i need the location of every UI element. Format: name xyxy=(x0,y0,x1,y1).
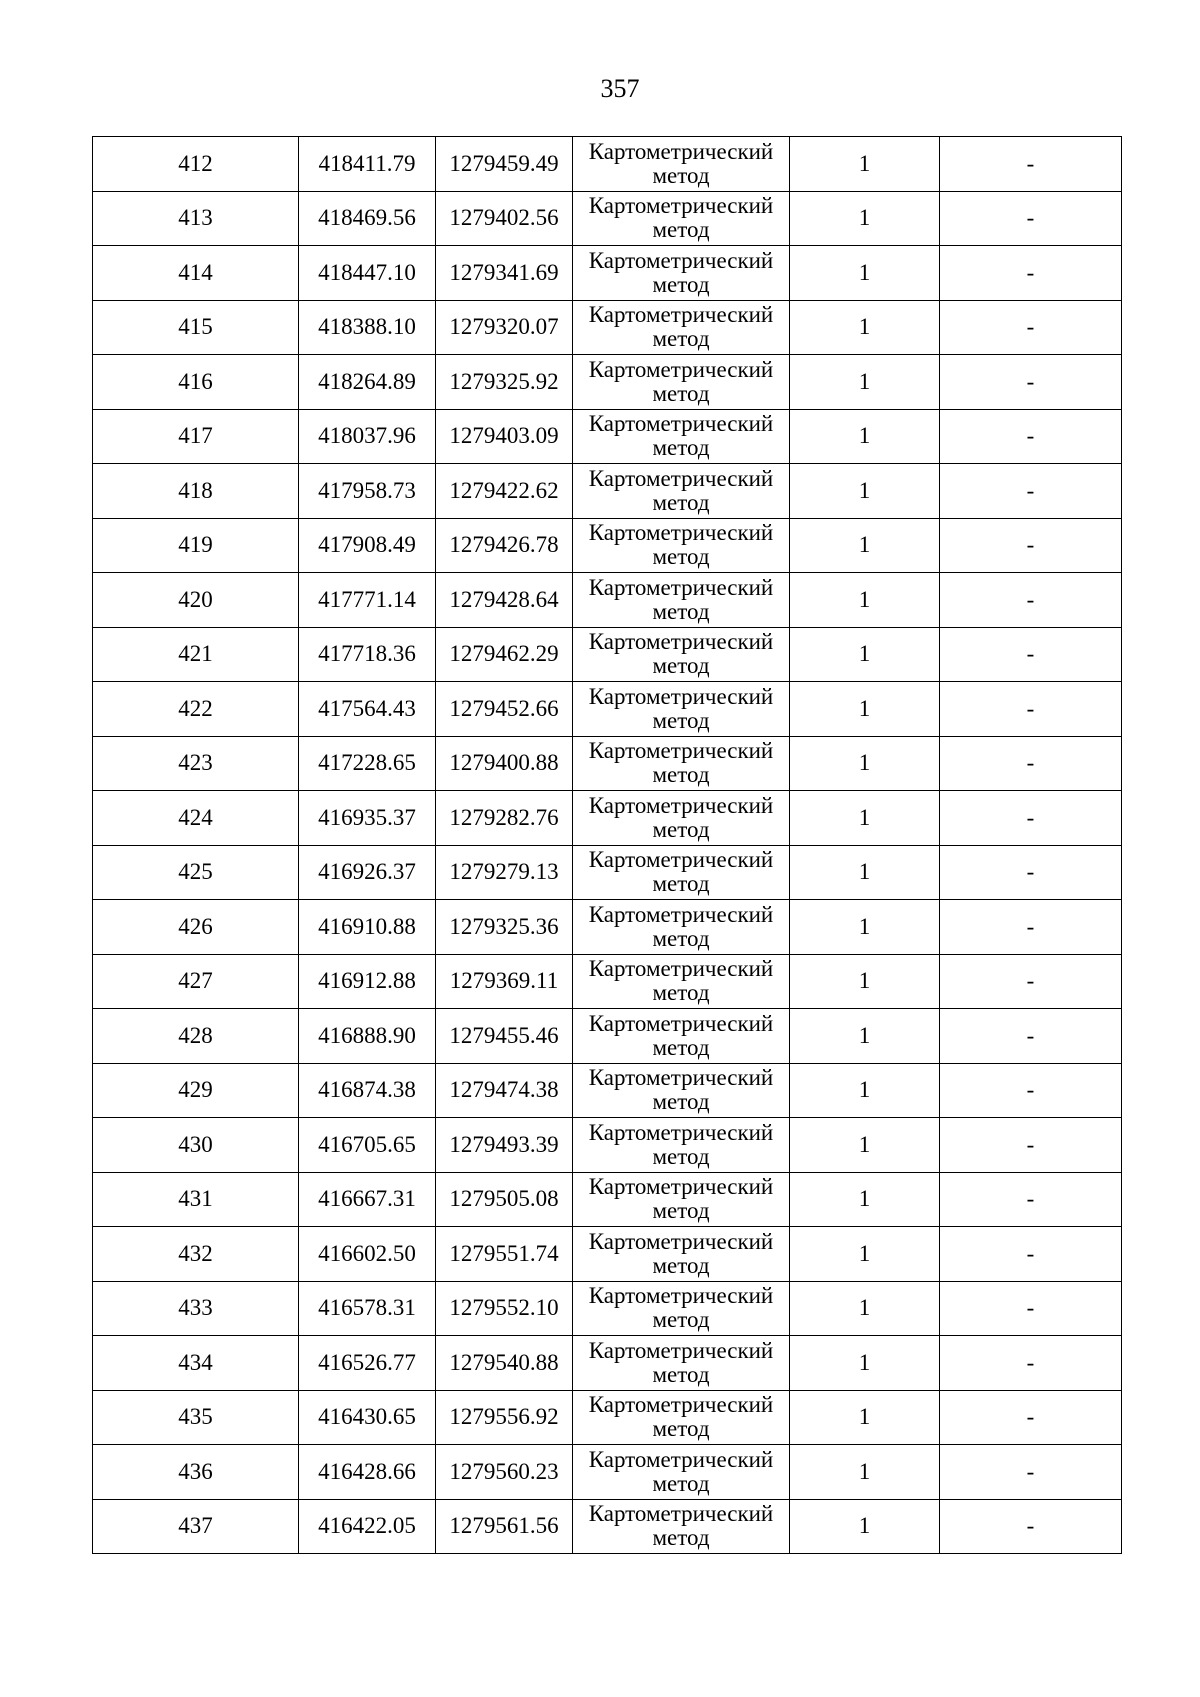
precision-cell: 1 xyxy=(790,1118,940,1173)
precision-cell: 1 xyxy=(790,518,940,573)
point-number-cell: 418 xyxy=(93,464,299,519)
note-cell: - xyxy=(940,1336,1122,1391)
method-line-1: Картометрический xyxy=(588,956,774,982)
note-cell: - xyxy=(940,627,1122,682)
point-number-cell: 428 xyxy=(93,1009,299,1064)
note-cell: - xyxy=(940,518,1122,573)
table-row xyxy=(93,736,1122,791)
point-number-cell: 435 xyxy=(93,1390,299,1445)
note-cell: - xyxy=(940,246,1122,301)
method-line-1: Картометрический xyxy=(588,1283,774,1309)
method-cell xyxy=(573,1063,790,1118)
x-coordinate-cell: 416910.88 xyxy=(299,900,436,955)
y-coordinate-cell: 1279320.07 xyxy=(436,300,573,355)
x-coordinate-cell: 416578.31 xyxy=(299,1281,436,1336)
point-number-cell: 415 xyxy=(93,300,299,355)
note-cell: - xyxy=(940,791,1122,846)
table-row xyxy=(93,954,1122,1009)
y-coordinate-cell: 1279462.29 xyxy=(436,627,573,682)
x-coordinate-cell: 417228.65 xyxy=(299,736,436,791)
x-coordinate-cell: 417958.73 xyxy=(299,464,436,519)
point-number-cell: 434 xyxy=(93,1336,299,1391)
x-coordinate-cell: 417718.36 xyxy=(299,627,436,682)
note-cell: - xyxy=(940,355,1122,410)
x-coordinate-cell: 416430.65 xyxy=(299,1390,436,1445)
method-cell xyxy=(573,191,790,246)
table-row xyxy=(93,246,1122,301)
precision-cell: 1 xyxy=(790,1172,940,1227)
method-line-1: Картометрический xyxy=(588,1228,774,1254)
x-coordinate-cell: 418388.10 xyxy=(299,300,436,355)
point-number-cell: 414 xyxy=(93,246,299,301)
note-cell: - xyxy=(940,954,1122,1009)
note-cell: - xyxy=(940,1118,1122,1173)
method-line-1: Картометрический xyxy=(588,629,774,655)
method-cell xyxy=(573,1390,790,1445)
method-cell xyxy=(573,518,790,573)
x-coordinate-cell: 416705.65 xyxy=(299,1118,436,1173)
method-line-2: метод xyxy=(652,762,710,788)
method-line-1: Картометрический xyxy=(588,411,774,437)
x-coordinate-cell: 416667.31 xyxy=(299,1172,436,1227)
y-coordinate-cell: 1279459.49 xyxy=(436,137,573,192)
note-cell: - xyxy=(940,682,1122,737)
precision-cell: 1 xyxy=(790,1499,940,1554)
method-cell xyxy=(573,627,790,682)
point-number-cell: 417 xyxy=(93,409,299,464)
method-line-1: Картометрический xyxy=(588,738,774,764)
table-row xyxy=(93,1009,1122,1064)
precision-cell: 1 xyxy=(790,1336,940,1391)
x-coordinate-cell: 416526.77 xyxy=(299,1336,436,1391)
method-line-2: метод xyxy=(652,489,710,515)
precision-cell: 1 xyxy=(790,682,940,737)
method-line-1: Картометрический xyxy=(588,356,774,382)
coordinates-table xyxy=(92,136,1122,1554)
method-cell xyxy=(573,1336,790,1391)
point-number-cell: 432 xyxy=(93,1227,299,1282)
precision-cell: 1 xyxy=(790,791,940,846)
method-cell xyxy=(573,137,790,192)
method-line-2: метод xyxy=(652,1089,710,1115)
point-number-cell: 423 xyxy=(93,736,299,791)
method-line-2: метод xyxy=(652,707,710,733)
table-row xyxy=(93,1336,1122,1391)
note-cell: - xyxy=(940,1445,1122,1500)
y-coordinate-cell: 1279455.46 xyxy=(436,1009,573,1064)
method-cell xyxy=(573,1118,790,1173)
method-line-2: метод xyxy=(652,816,710,842)
method-cell xyxy=(573,300,790,355)
method-line-1: Картометрический xyxy=(588,302,774,328)
y-coordinate-cell: 1279556.92 xyxy=(436,1390,573,1445)
y-coordinate-cell: 1279422.62 xyxy=(436,464,573,519)
precision-cell: 1 xyxy=(790,300,940,355)
y-coordinate-cell: 1279369.11 xyxy=(436,954,573,1009)
precision-cell: 1 xyxy=(790,355,940,410)
method-line-1: Картометрический xyxy=(588,901,774,927)
method-line-1: Картометрический xyxy=(588,847,774,873)
y-coordinate-cell: 1279325.92 xyxy=(436,355,573,410)
point-number-cell: 419 xyxy=(93,518,299,573)
method-cell xyxy=(573,954,790,1009)
method-line-2: метод xyxy=(652,925,710,951)
table-row xyxy=(93,1227,1122,1282)
method-cell xyxy=(573,246,790,301)
method-line-2: метод xyxy=(652,380,710,406)
x-coordinate-cell: 417908.49 xyxy=(299,518,436,573)
coordinates-table-body xyxy=(93,137,1122,1554)
point-number-cell: 421 xyxy=(93,627,299,682)
precision-cell: 1 xyxy=(790,1281,940,1336)
precision-cell: 1 xyxy=(790,736,940,791)
method-cell xyxy=(573,464,790,519)
table-row xyxy=(93,627,1122,682)
table-row xyxy=(93,355,1122,410)
note-cell: - xyxy=(940,137,1122,192)
method-line-1: Картометрический xyxy=(588,1501,774,1527)
y-coordinate-cell: 1279551.74 xyxy=(436,1227,573,1282)
table-row xyxy=(93,409,1122,464)
method-line-1: Картометрический xyxy=(588,574,774,600)
note-cell: - xyxy=(940,1281,1122,1336)
table-row xyxy=(93,1118,1122,1173)
method-line-2: метод xyxy=(652,326,710,352)
method-line-1: Картометрический xyxy=(588,792,774,818)
note-cell: - xyxy=(940,573,1122,628)
table-row xyxy=(93,900,1122,955)
table-row xyxy=(93,1063,1122,1118)
table-row xyxy=(93,137,1122,192)
note-cell: - xyxy=(940,1390,1122,1445)
x-coordinate-cell: 417771.14 xyxy=(299,573,436,628)
point-number-cell: 426 xyxy=(93,900,299,955)
method-line-2: метод xyxy=(652,1416,710,1442)
table-row xyxy=(93,682,1122,737)
y-coordinate-cell: 1279493.39 xyxy=(436,1118,573,1173)
precision-cell: 1 xyxy=(790,845,940,900)
method-cell xyxy=(573,736,790,791)
y-coordinate-cell: 1279426.78 xyxy=(436,518,573,573)
method-cell xyxy=(573,355,790,410)
table-row xyxy=(93,791,1122,846)
table-row xyxy=(93,845,1122,900)
method-line-2: метод xyxy=(652,980,710,1006)
precision-cell: 1 xyxy=(790,246,940,301)
page-number: 357 xyxy=(600,74,640,103)
note-cell: - xyxy=(940,845,1122,900)
x-coordinate-cell: 418469.56 xyxy=(299,191,436,246)
table-row xyxy=(93,518,1122,573)
precision-cell: 1 xyxy=(790,1009,940,1064)
point-number-cell: 436 xyxy=(93,1445,299,1500)
point-number-cell: 429 xyxy=(93,1063,299,1118)
note-cell: - xyxy=(940,736,1122,791)
table-row xyxy=(93,573,1122,628)
point-number-cell: 433 xyxy=(93,1281,299,1336)
table-row xyxy=(93,1281,1122,1336)
method-line-2: метод xyxy=(652,1361,710,1387)
method-line-2: метод xyxy=(652,271,710,297)
y-coordinate-cell: 1279452.66 xyxy=(436,682,573,737)
method-line-2: метод xyxy=(652,598,710,624)
method-line-2: метод xyxy=(652,217,710,243)
precision-cell: 1 xyxy=(790,573,940,628)
x-coordinate-cell: 416602.50 xyxy=(299,1227,436,1282)
method-line-1: Картометрический xyxy=(588,1392,774,1418)
x-coordinate-cell: 418037.96 xyxy=(299,409,436,464)
table-row xyxy=(93,1390,1122,1445)
method-cell xyxy=(573,900,790,955)
method-cell xyxy=(573,845,790,900)
method-line-2: метод xyxy=(652,871,710,897)
method-line-1: Картометрический xyxy=(588,1065,774,1091)
method-cell xyxy=(573,1281,790,1336)
y-coordinate-cell: 1279561.56 xyxy=(436,1499,573,1554)
x-coordinate-cell: 416912.88 xyxy=(299,954,436,1009)
point-number-cell: 424 xyxy=(93,791,299,846)
method-line-1: Картометрический xyxy=(588,1337,774,1363)
table-row xyxy=(93,1499,1122,1554)
y-coordinate-cell: 1279325.36 xyxy=(436,900,573,955)
method-line-2: метод xyxy=(652,435,710,461)
note-cell: - xyxy=(940,300,1122,355)
method-cell xyxy=(573,682,790,737)
method-cell xyxy=(573,791,790,846)
point-number-cell: 416 xyxy=(93,355,299,410)
x-coordinate-cell: 416428.66 xyxy=(299,1445,436,1500)
y-coordinate-cell: 1279403.09 xyxy=(436,409,573,464)
y-coordinate-cell: 1279560.23 xyxy=(436,1445,573,1500)
point-number-cell: 431 xyxy=(93,1172,299,1227)
method-line-2: метод xyxy=(652,653,710,679)
precision-cell: 1 xyxy=(790,137,940,192)
y-coordinate-cell: 1279402.56 xyxy=(436,191,573,246)
table-row xyxy=(93,1445,1122,1500)
table-row xyxy=(93,464,1122,519)
x-coordinate-cell: 416926.37 xyxy=(299,845,436,900)
method-cell xyxy=(573,1499,790,1554)
x-coordinate-cell: 418411.79 xyxy=(299,137,436,192)
x-coordinate-cell: 417564.43 xyxy=(299,682,436,737)
precision-cell: 1 xyxy=(790,464,940,519)
point-number-cell: 425 xyxy=(93,845,299,900)
method-line-1: Картометрический xyxy=(588,683,774,709)
note-cell: - xyxy=(940,464,1122,519)
point-number-cell: 430 xyxy=(93,1118,299,1173)
precision-cell: 1 xyxy=(790,1227,940,1282)
point-number-cell: 422 xyxy=(93,682,299,737)
point-number-cell: 427 xyxy=(93,954,299,1009)
method-line-1: Картометрический xyxy=(588,1119,774,1145)
method-cell xyxy=(573,573,790,628)
note-cell: - xyxy=(940,900,1122,955)
method-line-2: метод xyxy=(652,544,710,570)
method-cell xyxy=(573,1172,790,1227)
x-coordinate-cell: 416935.37 xyxy=(299,791,436,846)
x-coordinate-cell: 416422.05 xyxy=(299,1499,436,1554)
x-coordinate-cell: 418264.89 xyxy=(299,355,436,410)
note-cell: - xyxy=(940,409,1122,464)
table-row xyxy=(93,191,1122,246)
method-line-2: метод xyxy=(652,162,710,188)
method-line-1: Картометрический xyxy=(588,465,774,491)
y-coordinate-cell: 1279341.69 xyxy=(436,246,573,301)
note-cell: - xyxy=(940,1499,1122,1554)
method-cell xyxy=(573,1227,790,1282)
note-cell: - xyxy=(940,1172,1122,1227)
method-line-2: метод xyxy=(652,1307,710,1333)
precision-cell: 1 xyxy=(790,627,940,682)
x-coordinate-cell: 418447.10 xyxy=(299,246,436,301)
note-cell: - xyxy=(940,1227,1122,1282)
method-line-2: метод xyxy=(652,1034,710,1060)
y-coordinate-cell: 1279428.64 xyxy=(436,573,573,628)
precision-cell: 1 xyxy=(790,1063,940,1118)
precision-cell: 1 xyxy=(790,1390,940,1445)
point-number-cell: 437 xyxy=(93,1499,299,1554)
note-cell: - xyxy=(940,191,1122,246)
note-cell: - xyxy=(940,1063,1122,1118)
precision-cell: 1 xyxy=(790,409,940,464)
y-coordinate-cell: 1279552.10 xyxy=(436,1281,573,1336)
method-line-1: Картометрический xyxy=(588,1010,774,1036)
precision-cell: 1 xyxy=(790,1445,940,1500)
table-row xyxy=(93,300,1122,355)
method-line-1: Картометрический xyxy=(588,520,774,546)
method-cell xyxy=(573,1445,790,1500)
precision-cell: 1 xyxy=(790,191,940,246)
method-line-1: Картометрический xyxy=(588,1174,774,1200)
x-coordinate-cell: 416888.90 xyxy=(299,1009,436,1064)
point-number-cell: 412 xyxy=(93,137,299,192)
method-line-1: Картометрический xyxy=(588,1446,774,1472)
y-coordinate-cell: 1279474.38 xyxy=(436,1063,573,1118)
precision-cell: 1 xyxy=(790,954,940,1009)
method-cell xyxy=(573,409,790,464)
method-line-1: Картометрический xyxy=(588,138,774,164)
method-line-2: метод xyxy=(652,1252,710,1278)
method-line-2: метод xyxy=(652,1525,710,1551)
x-coordinate-cell: 416874.38 xyxy=(299,1063,436,1118)
y-coordinate-cell: 1279505.08 xyxy=(436,1172,573,1227)
method-line-1: Картометрический xyxy=(588,247,774,273)
y-coordinate-cell: 1279400.88 xyxy=(436,736,573,791)
note-cell: - xyxy=(940,1009,1122,1064)
method-line-1: Картометрический xyxy=(588,193,774,219)
point-number-cell: 413 xyxy=(93,191,299,246)
point-number-cell: 420 xyxy=(93,573,299,628)
table-row xyxy=(93,1172,1122,1227)
y-coordinate-cell: 1279540.88 xyxy=(436,1336,573,1391)
y-coordinate-cell: 1279279.13 xyxy=(436,845,573,900)
method-cell xyxy=(573,1009,790,1064)
precision-cell: 1 xyxy=(790,900,940,955)
method-line-2: метод xyxy=(652,1143,710,1169)
y-coordinate-cell: 1279282.76 xyxy=(436,791,573,846)
method-line-2: метод xyxy=(652,1198,710,1224)
method-line-2: метод xyxy=(652,1470,710,1496)
